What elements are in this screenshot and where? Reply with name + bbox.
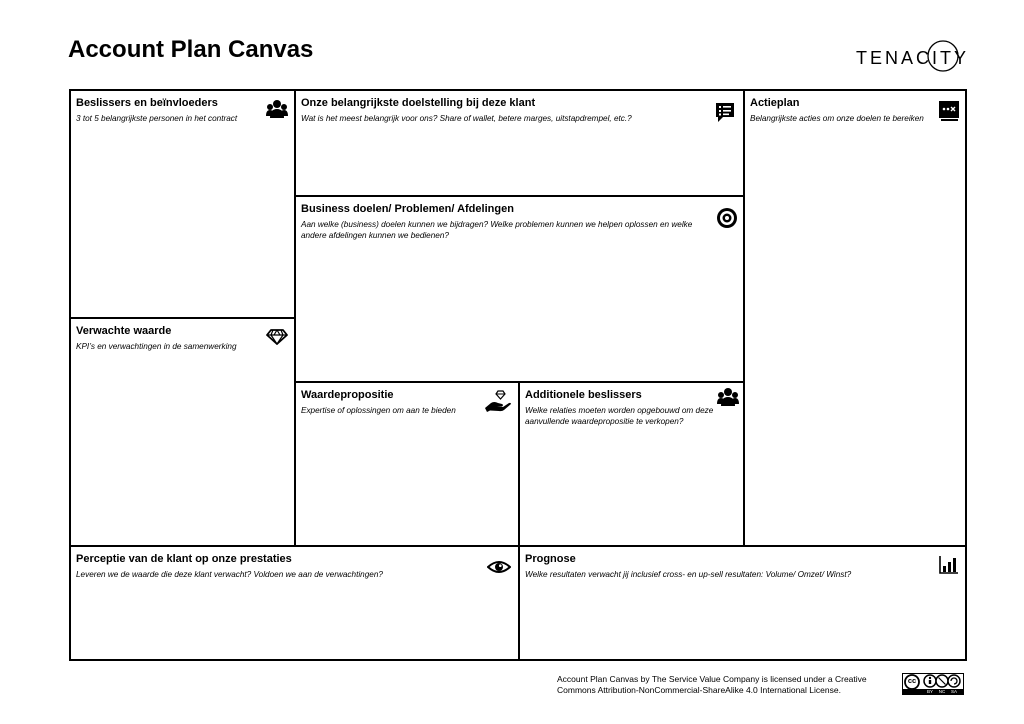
section-title: Perceptie van de klant op onze prestaties	[76, 553, 292, 565]
section-description: Welke resultaten verwacht jij inclusief cross- en up-sell resultaten: Volume/ Omzet/ Winst?	[525, 570, 852, 579]
license-text: Account Plan Canvas by The Service Value Company is licensed under a Creative Commons Attribution-NonCommercial-ShareAlike 4.0 International License.	[557, 674, 867, 695]
target-icon	[716, 207, 738, 229]
section-title: Business doelen/ Problemen/ Afdelingen	[301, 203, 514, 215]
section-description: Leveren we de waarde die deze klant verwacht? Voldoen we aan de verwachtingen?	[76, 570, 383, 579]
logo-text: TENACITY	[856, 48, 970, 68]
diamond-icon	[266, 329, 288, 345]
account-plan-canvas	[69, 89, 967, 661]
section-doelstelling[interactable]	[296, 91, 745, 197]
section-title: Verwachte waarde	[76, 325, 172, 337]
section-description: Aan welke (business) doelen kunnen we bijdragen? Welke problemen kunnen we helpen oplossen en welke andere afdelingen kunnen we bedienen?	[301, 220, 693, 240]
section-additionele-beslissers[interactable]	[520, 383, 745, 545]
cc-license-badge[interactable]	[902, 673, 964, 695]
page-title: Account Plan Canvas	[68, 36, 314, 63]
section-prognose[interactable]	[520, 545, 965, 659]
tenacity-logo	[856, 40, 970, 76]
section-title: Actieplan	[750, 97, 800, 109]
section-title: Additionele beslissers	[525, 389, 642, 401]
nc-label: NC	[938, 689, 946, 694]
section-description: Wat is het meest belangrijk voor ons? Share of wallet, betere marges, uitstapdrempel, etc.?	[301, 114, 632, 123]
section-business-doelen[interactable]	[296, 197, 745, 383]
cc-label: cc	[907, 676, 917, 685]
section-beslissers[interactable]	[71, 91, 296, 319]
whiteboard-icon	[938, 100, 960, 122]
section-title: Prognose	[525, 553, 576, 565]
people-icon	[266, 99, 288, 119]
section-verwachte-waarde[interactable]	[71, 319, 296, 545]
bar-chart-icon	[939, 555, 959, 575]
hand-diamond-icon	[484, 390, 512, 414]
section-waardepropositie[interactable]	[296, 383, 520, 545]
eye-icon	[487, 559, 511, 575]
by-label: BY	[926, 689, 933, 694]
section-description: Belangrijkste acties om onze doelen te bereiken	[750, 114, 924, 123]
section-description: Welke relaties moeten worden opgebouwd om deze aanvullende waardepropositie te verkopen?	[525, 406, 714, 426]
section-title: Onze belangrijkste doelstelling bij deze klant	[301, 97, 536, 109]
section-description: 3 tot 5 belangrijkste personen in het contract	[76, 114, 238, 123]
section-description: Expertise of oplossingen om aan te bieden	[301, 406, 456, 415]
section-actieplan[interactable]	[745, 91, 965, 545]
section-title: Beslissers en beïnvloeders	[76, 97, 218, 109]
sa-label: SA	[950, 689, 957, 694]
section-title: Waardepropositie	[301, 389, 394, 401]
section-description: KPI’s en verwachtingen in de samenwerking	[76, 342, 237, 351]
section-perceptie[interactable]	[71, 545, 520, 659]
checklist-icon	[714, 101, 736, 123]
people-icon	[717, 387, 739, 407]
